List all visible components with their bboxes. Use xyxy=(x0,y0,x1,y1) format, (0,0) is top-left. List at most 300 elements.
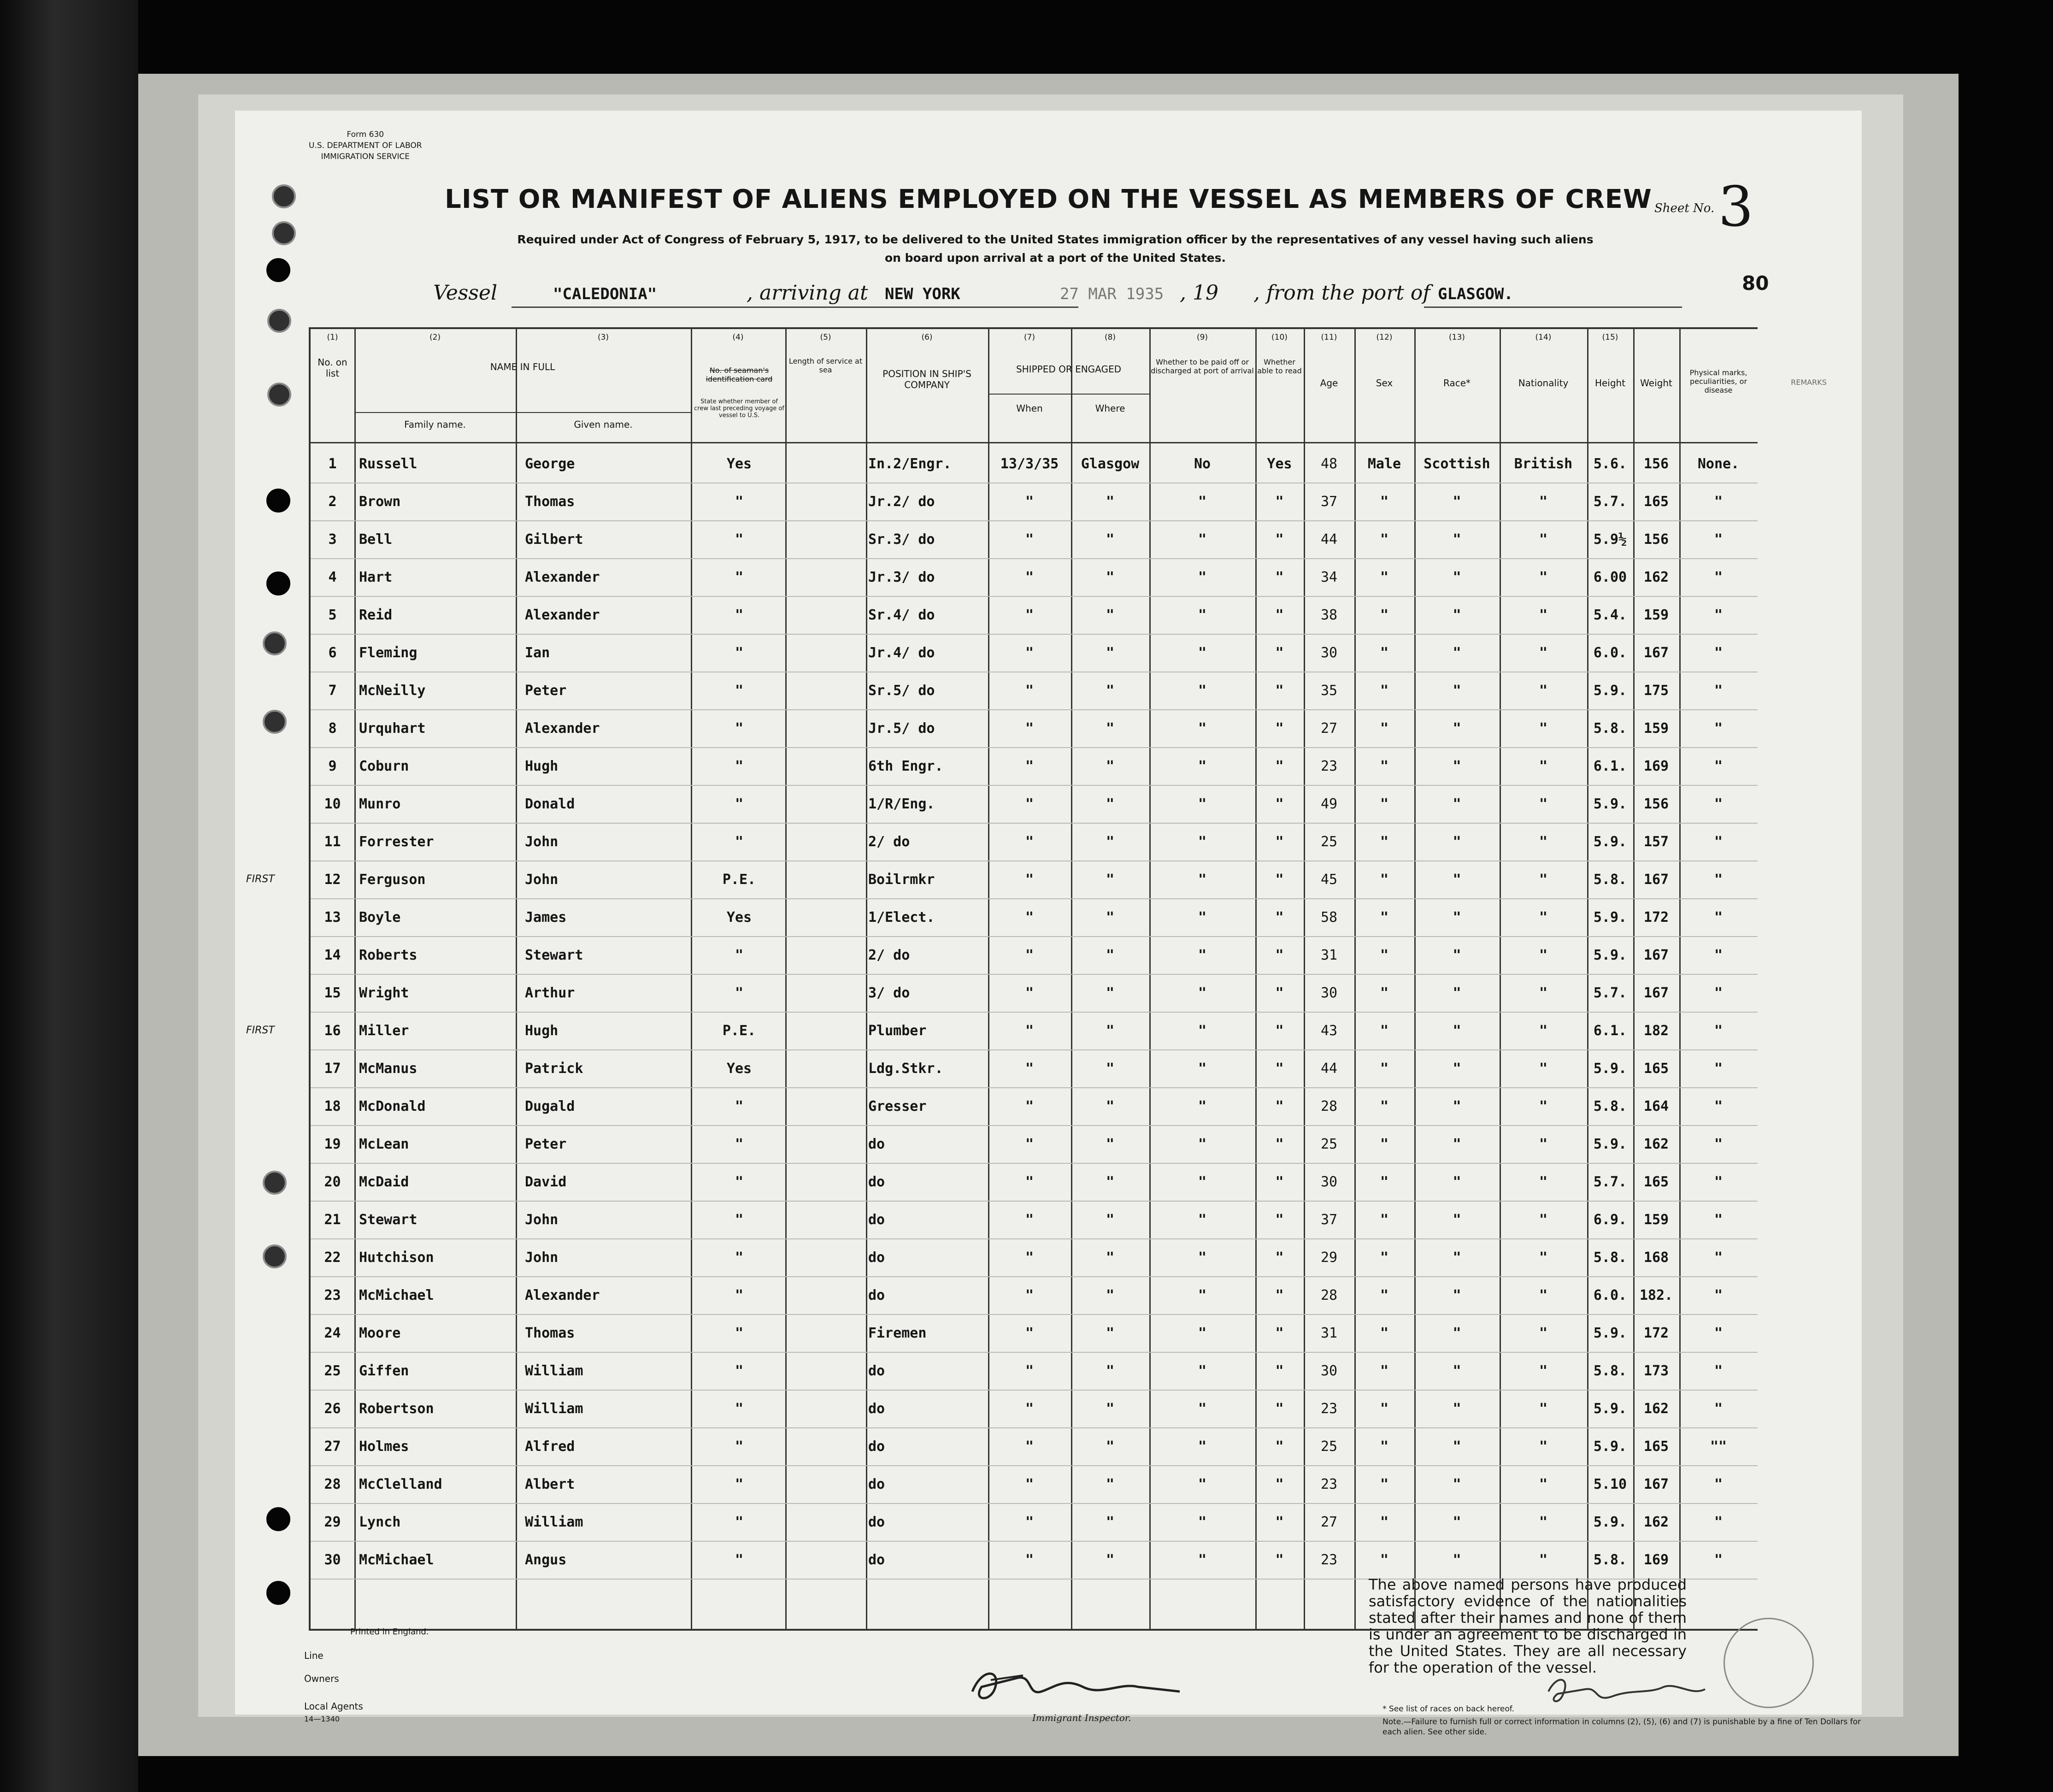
cell-pos: Sr.3/ do xyxy=(868,531,935,548)
cell-id: " xyxy=(735,1098,744,1114)
cell-sex: " xyxy=(1380,1212,1389,1228)
cell-pos: Plumber xyxy=(868,1023,927,1039)
cell-wt: 167 xyxy=(1643,947,1669,963)
cell-read: " xyxy=(1275,607,1284,623)
binder-hole xyxy=(263,1171,287,1195)
cell-read: " xyxy=(1275,494,1284,510)
cell-given: Hugh xyxy=(525,758,559,774)
cell-ht: 5.10 xyxy=(1593,1476,1627,1492)
cell-id: " xyxy=(735,1287,744,1303)
cell-read: " xyxy=(1275,1212,1284,1228)
cell-race: " xyxy=(1453,1287,1461,1303)
cell-given: Peter xyxy=(525,1136,567,1152)
column-number: (1) xyxy=(327,333,338,342)
cell-age: 23 xyxy=(1320,758,1338,774)
cell-read: " xyxy=(1275,796,1284,812)
row-rule xyxy=(311,1125,1758,1126)
cell-race: " xyxy=(1453,683,1461,699)
row-rule xyxy=(311,1163,1758,1164)
cell-id: " xyxy=(735,758,744,774)
cell-where: " xyxy=(1106,1476,1115,1492)
cell-read: " xyxy=(1275,1325,1284,1341)
owners-label: Owners xyxy=(304,1673,339,1684)
printed-in-note: Printed in England. xyxy=(350,1627,429,1637)
cell-id: " xyxy=(735,569,744,585)
cell-read: " xyxy=(1275,1514,1284,1530)
cell-given: Donald xyxy=(525,796,575,812)
cell-n: 12 xyxy=(324,872,341,888)
cell-sex: " xyxy=(1380,1401,1389,1417)
cell-family: McClelland xyxy=(359,1476,442,1492)
cell-sex: " xyxy=(1380,607,1389,623)
cell-paid: " xyxy=(1198,758,1207,774)
cell-where: " xyxy=(1106,909,1115,925)
cell-race: " xyxy=(1453,645,1461,661)
cell-race: " xyxy=(1453,1325,1461,1341)
cell-marks: " xyxy=(1714,1250,1723,1266)
cell-race: " xyxy=(1453,1438,1461,1455)
row-rule xyxy=(311,974,1758,975)
cell-ht: 5.9½ xyxy=(1593,531,1627,548)
cell-pos: do xyxy=(868,1401,885,1417)
row-rule xyxy=(311,709,1758,710)
cell-sex: " xyxy=(1380,758,1389,774)
page-title: LIST OR MANIFEST OF ALIENS EMPLOYED ON THE VESSEL AS MEMBERS OF CREW xyxy=(445,184,1652,214)
cell-race: " xyxy=(1453,531,1461,548)
binder-hole xyxy=(267,309,291,333)
cell-wt: 182. xyxy=(1639,1287,1673,1303)
cell-race: " xyxy=(1453,758,1461,774)
cell-paid: " xyxy=(1198,531,1207,548)
cell-when: " xyxy=(1025,1061,1034,1077)
cell-n: 10 xyxy=(324,796,341,812)
cell-id: " xyxy=(735,1552,744,1568)
cell-paid: " xyxy=(1198,569,1207,585)
vessel-label: Vessel xyxy=(433,281,498,305)
form-number: Form 630 xyxy=(347,130,384,139)
binder-hole xyxy=(267,383,291,407)
cell-n: 6 xyxy=(328,645,337,661)
row-rule xyxy=(311,520,1758,521)
cell-given: John xyxy=(525,834,559,850)
cell-id: " xyxy=(735,1136,744,1152)
from-port-underline xyxy=(1424,307,1682,308)
cell-marks: " xyxy=(1714,947,1723,963)
binder-hole xyxy=(266,1581,290,1605)
column-rule xyxy=(785,329,787,1629)
cell-pos: do xyxy=(868,1514,885,1530)
column-rule xyxy=(1500,329,1501,1629)
cell-family: Boyle xyxy=(359,909,401,925)
header-name-in-full: NAME IN FULL xyxy=(490,361,555,372)
year-label: , 19 xyxy=(1180,281,1218,305)
cell-marks: " xyxy=(1714,1552,1723,1568)
header-given-name: Given name. xyxy=(574,419,633,430)
cell-nat: " xyxy=(1539,720,1548,737)
cell-id: " xyxy=(735,683,744,699)
cell-nat: " xyxy=(1539,1023,1548,1039)
cell-id: " xyxy=(735,1401,744,1417)
cell-where: " xyxy=(1106,645,1115,661)
column-number: (9) xyxy=(1196,333,1208,342)
cell-paid: " xyxy=(1198,985,1207,1001)
subtitle-line: Required under Act of Congress of February 5, 1917, to be delivered to the United States immigration officer by the representatives of any vessel having such aliens xyxy=(517,233,1594,246)
cell-ht: 5.9. xyxy=(1593,1438,1627,1455)
form-code: 14—1340 xyxy=(304,1715,340,1723)
cell-nat: " xyxy=(1539,531,1548,548)
cell-wt: 159 xyxy=(1643,607,1669,623)
cell-age: 29 xyxy=(1320,1250,1338,1266)
cell-sex: " xyxy=(1380,1136,1389,1152)
cell-when: " xyxy=(1025,1552,1034,1568)
cell-pos: In.2/Engr. xyxy=(868,456,952,472)
cell-pos: 3/ do xyxy=(868,985,910,1001)
cell-read: " xyxy=(1275,1023,1284,1039)
cell-id: " xyxy=(735,1363,744,1379)
from-port-label: , from the port of xyxy=(1253,281,1430,305)
cell-sex: " xyxy=(1380,1325,1389,1341)
cell-family: Urquhart xyxy=(359,720,426,737)
cell-ht: 5.8. xyxy=(1593,1250,1627,1266)
binder-hole xyxy=(266,258,290,282)
cell-wt: 167 xyxy=(1643,645,1669,661)
cell-age: 30 xyxy=(1320,1174,1338,1190)
cell-wt: 162 xyxy=(1643,569,1669,585)
margin-note: FIRST xyxy=(246,873,275,885)
cell-age: 25 xyxy=(1320,1136,1338,1152)
cell-n: 21 xyxy=(324,1212,341,1228)
cell-marks: " xyxy=(1714,1136,1723,1152)
cell-marks: " xyxy=(1714,1363,1723,1379)
cell-ht: 5.7. xyxy=(1593,1174,1627,1190)
cell-n: 16 xyxy=(324,1023,341,1039)
cell-given: Angus xyxy=(525,1552,567,1568)
cell-family: McManus xyxy=(359,1061,418,1077)
cell-pos: do xyxy=(868,1212,885,1228)
cell-read: " xyxy=(1275,645,1284,661)
column-rule xyxy=(1304,329,1305,1629)
column-number: (14) xyxy=(1535,333,1552,342)
cell-family: McMichael xyxy=(359,1552,434,1568)
cell-read: " xyxy=(1275,1287,1284,1303)
cell-pos: Jr.4/ do xyxy=(868,645,935,661)
cell-race: " xyxy=(1453,720,1461,737)
cell-given: Albert xyxy=(525,1476,575,1492)
cell-pos: do xyxy=(868,1363,885,1379)
cell-id: " xyxy=(735,1325,744,1341)
row-rule xyxy=(311,1276,1758,1277)
cell-nat: " xyxy=(1539,607,1548,623)
cell-when: 13/3/35 xyxy=(1000,456,1059,472)
cell-n: 29 xyxy=(324,1514,341,1530)
column-rule xyxy=(866,329,867,1629)
cell-wt: 167 xyxy=(1643,1476,1669,1492)
cell-age: 23 xyxy=(1320,1552,1338,1568)
cell-family: Munro xyxy=(359,796,401,812)
cell-nat: " xyxy=(1539,1287,1548,1303)
cell-age: 30 xyxy=(1320,1363,1338,1379)
cell-when: " xyxy=(1025,494,1034,510)
column-rule xyxy=(516,329,517,1629)
cell-given: John xyxy=(525,872,559,888)
cell-age: 28 xyxy=(1320,1098,1338,1114)
column-rule xyxy=(354,329,356,1629)
cell-race: " xyxy=(1453,1174,1461,1190)
column-number: (11) xyxy=(1321,333,1337,342)
cell-pos: 6th Engr. xyxy=(868,758,943,774)
cell-n: 28 xyxy=(324,1476,341,1492)
cell-paid: " xyxy=(1198,607,1207,623)
cell-family: McMichael xyxy=(359,1287,434,1303)
cell-sex: " xyxy=(1380,1476,1389,1492)
cell-wt: 165 xyxy=(1643,1438,1669,1455)
column-rule xyxy=(1354,329,1356,1629)
column-number: (6) xyxy=(921,333,933,342)
cell-sex: " xyxy=(1380,1174,1389,1190)
cell-when: " xyxy=(1025,607,1034,623)
cell-sex: " xyxy=(1380,1023,1389,1039)
header-when: When xyxy=(1016,403,1043,414)
cell-sex: " xyxy=(1380,1514,1389,1530)
cell-family: Miller xyxy=(359,1023,409,1039)
cell-nat: " xyxy=(1539,1061,1548,1077)
cell-race: " xyxy=(1453,985,1461,1001)
cell-id: " xyxy=(735,1514,744,1530)
cell-n: 30 xyxy=(324,1552,341,1568)
header-remarks: REMARKS xyxy=(1791,378,1827,387)
header-able-to-read: Whether able to read xyxy=(1257,358,1302,375)
cell-given: William xyxy=(525,1401,583,1417)
cell-age: 31 xyxy=(1320,947,1338,963)
cell-marks: " xyxy=(1714,720,1723,737)
cell-nat: " xyxy=(1539,1212,1548,1228)
cell-wt: 165 xyxy=(1643,1174,1669,1190)
cell-race: " xyxy=(1453,1401,1461,1417)
cell-id: " xyxy=(735,834,744,850)
cell-when: " xyxy=(1025,1098,1034,1114)
binder-hole xyxy=(266,572,290,595)
cell-nat: " xyxy=(1539,494,1548,510)
cell-nat: " xyxy=(1539,1438,1548,1455)
cell-where: " xyxy=(1106,1287,1115,1303)
cell-pos: Sr.4/ do xyxy=(868,607,935,623)
cell-when: " xyxy=(1025,645,1034,661)
cell-pos: Jr.5/ do xyxy=(868,720,935,737)
cell-marks: " xyxy=(1714,1401,1723,1417)
column-rule xyxy=(1255,329,1257,1629)
cell-read: " xyxy=(1275,1136,1284,1152)
cell-marks: " xyxy=(1714,645,1723,661)
cell-nat: " xyxy=(1539,1514,1548,1530)
column-rule xyxy=(1679,329,1681,1629)
cell-when: " xyxy=(1025,1287,1034,1303)
cell-where: " xyxy=(1106,1363,1115,1379)
row-rule xyxy=(311,785,1758,786)
page-subtitle xyxy=(456,230,1654,267)
cell-given: Stewart xyxy=(525,947,583,963)
cell-n: 11 xyxy=(324,834,341,850)
cell-n: 22 xyxy=(324,1250,341,1266)
cell-where: " xyxy=(1106,1325,1115,1341)
cell-nat: " xyxy=(1539,569,1548,585)
cell-nat: " xyxy=(1539,1325,1548,1341)
cell-when: " xyxy=(1025,1438,1034,1455)
row-rule xyxy=(311,1201,1758,1202)
cell-nat: " xyxy=(1539,1363,1548,1379)
cell-where: " xyxy=(1106,1514,1115,1530)
cell-n: 7 xyxy=(328,683,337,699)
cell-where: " xyxy=(1106,494,1115,510)
cell-paid: " xyxy=(1198,1476,1207,1492)
cell-n: 26 xyxy=(324,1401,341,1417)
cell-family: Reid xyxy=(359,607,393,623)
cell-when: " xyxy=(1025,947,1034,963)
departure-port: GLASGOW. xyxy=(1438,285,1513,303)
cell-when: " xyxy=(1025,1476,1034,1492)
cell-n: 3 xyxy=(328,531,337,548)
nationality-statement: The above named persons have produced satisfactory evidence of the nationalities stated after their names and none of them is under an agreement to be discharged in the United States. They are all necessary for the operation of the vessel. xyxy=(1369,1576,1687,1676)
header-nationality: Nationality xyxy=(1518,377,1569,389)
header-position: POSITION IN SHIP'S COMPANY xyxy=(882,368,971,390)
column-rule xyxy=(1414,329,1416,1629)
cell-age: 30 xyxy=(1320,985,1338,1001)
cell-sex: Male xyxy=(1367,456,1401,472)
cell-nat: " xyxy=(1539,985,1548,1001)
cell-ht: 5.9. xyxy=(1593,683,1627,699)
cell-family: Roberts xyxy=(359,947,418,963)
cell-given: John xyxy=(525,1212,559,1228)
cell-given: Alfred xyxy=(525,1438,575,1455)
cell-age: 27 xyxy=(1320,720,1338,737)
column-rule xyxy=(691,329,692,1629)
cell-nat: " xyxy=(1539,834,1548,850)
cell-wt: 159 xyxy=(1643,1212,1669,1228)
cell-where: " xyxy=(1106,607,1115,623)
cell-ht: 5.4. xyxy=(1593,607,1627,623)
cell-pos: 1/R/Eng. xyxy=(868,796,935,812)
cell-paid: " xyxy=(1198,1401,1207,1417)
official-stamp xyxy=(1724,1618,1814,1708)
cell-given: George xyxy=(525,456,575,472)
cell-read: " xyxy=(1275,1250,1284,1266)
cell-paid: " xyxy=(1198,834,1207,850)
cell-pos: Jr.2/ do xyxy=(868,494,935,510)
cell-nat: " xyxy=(1539,1136,1548,1152)
cell-age: 38 xyxy=(1320,607,1338,623)
cell-ht: 5.9. xyxy=(1593,834,1627,850)
cell-given: Thomas xyxy=(525,494,575,510)
cell-sex: " xyxy=(1380,1287,1389,1303)
cell-id: " xyxy=(735,985,744,1001)
cell-marks: " xyxy=(1714,758,1723,774)
cell-paid: " xyxy=(1198,1363,1207,1379)
cell-pos: Ldg.Stkr. xyxy=(868,1061,943,1077)
cell-ht: 6.0. xyxy=(1593,1287,1627,1303)
service-name: IMMIGRATION SERVICE xyxy=(321,152,410,161)
header-paid-off: Whether to be paid off or discharged at port of arrival xyxy=(1151,358,1254,375)
cell-where: " xyxy=(1106,683,1115,699)
cell-id: " xyxy=(735,1174,744,1190)
cell-where: " xyxy=(1106,531,1115,548)
cell-id: " xyxy=(735,645,744,661)
cell-ht: 5.9. xyxy=(1593,1136,1627,1152)
cell-age: 58 xyxy=(1320,909,1338,925)
cell-read: " xyxy=(1275,1174,1284,1190)
cell-marks: " xyxy=(1714,494,1723,510)
column-rule xyxy=(1633,329,1635,1629)
cell-where: " xyxy=(1106,985,1115,1001)
cell-pos: Firemen xyxy=(868,1325,927,1341)
cell-sex: " xyxy=(1380,985,1389,1001)
cell-when: " xyxy=(1025,834,1034,850)
cell-paid: " xyxy=(1198,909,1207,925)
cell-n: 25 xyxy=(324,1363,341,1379)
cell-nat: British xyxy=(1514,456,1573,472)
cell-family: McDaid xyxy=(359,1174,409,1190)
cell-family: Fleming xyxy=(359,645,418,661)
header-no-on-list: No. on list xyxy=(318,357,347,379)
cell-where: " xyxy=(1106,796,1115,812)
line-label: Line xyxy=(304,1650,324,1661)
cell-race: " xyxy=(1453,834,1461,850)
row-rule xyxy=(311,1352,1758,1353)
sheet-label: Sheet No. xyxy=(1654,201,1715,215)
cell-read: " xyxy=(1275,758,1284,774)
cell-marks: "" xyxy=(1710,1438,1727,1455)
cell-age: 45 xyxy=(1320,872,1338,888)
cell-ht: 5.7. xyxy=(1593,985,1627,1001)
cell-paid: " xyxy=(1198,1098,1207,1114)
row-rule xyxy=(311,1238,1758,1239)
cell-nat: " xyxy=(1539,1250,1548,1266)
cell-where: " xyxy=(1106,720,1115,737)
cell-sex: " xyxy=(1380,1438,1389,1455)
cell-n: 15 xyxy=(324,985,341,1001)
header-shipped: SHIPPED OR ENGAGED xyxy=(1016,364,1122,375)
cell-given: Gilbert xyxy=(525,531,583,548)
cell-n: 23 xyxy=(324,1287,341,1303)
cell-id: " xyxy=(735,947,744,963)
cell-read: " xyxy=(1275,1363,1284,1379)
cell-nat: " xyxy=(1539,872,1548,888)
cell-when: " xyxy=(1025,872,1034,888)
cell-age: 27 xyxy=(1320,1514,1338,1530)
cell-ht: 6.1. xyxy=(1593,1023,1627,1039)
cell-read: " xyxy=(1275,531,1284,548)
cell-read: " xyxy=(1275,1098,1284,1114)
row-rule xyxy=(311,1012,1758,1013)
cell-where: " xyxy=(1106,947,1115,963)
cell-pos: do xyxy=(868,1287,885,1303)
cell-pos: do xyxy=(868,1438,885,1455)
cell-family: Hutchison xyxy=(359,1250,434,1266)
row-rule xyxy=(311,558,1758,559)
cell-paid: " xyxy=(1198,494,1207,510)
binder-hole xyxy=(263,631,287,655)
cell-id: " xyxy=(735,494,744,510)
cell-marks: None. xyxy=(1697,456,1740,472)
crew-manifest-table xyxy=(246,327,1758,1631)
cell-ht: 5.8. xyxy=(1593,1098,1627,1114)
cell-family: Moore xyxy=(359,1325,401,1341)
cell-pos: 1/Elect. xyxy=(868,909,935,925)
cell-paid: " xyxy=(1198,796,1207,812)
cell-read: Yes xyxy=(1267,456,1292,472)
cell-when: " xyxy=(1025,1174,1034,1190)
officer-signature xyxy=(1544,1668,1710,1710)
cell-sex: " xyxy=(1380,683,1389,699)
cell-id: Yes xyxy=(726,909,752,925)
